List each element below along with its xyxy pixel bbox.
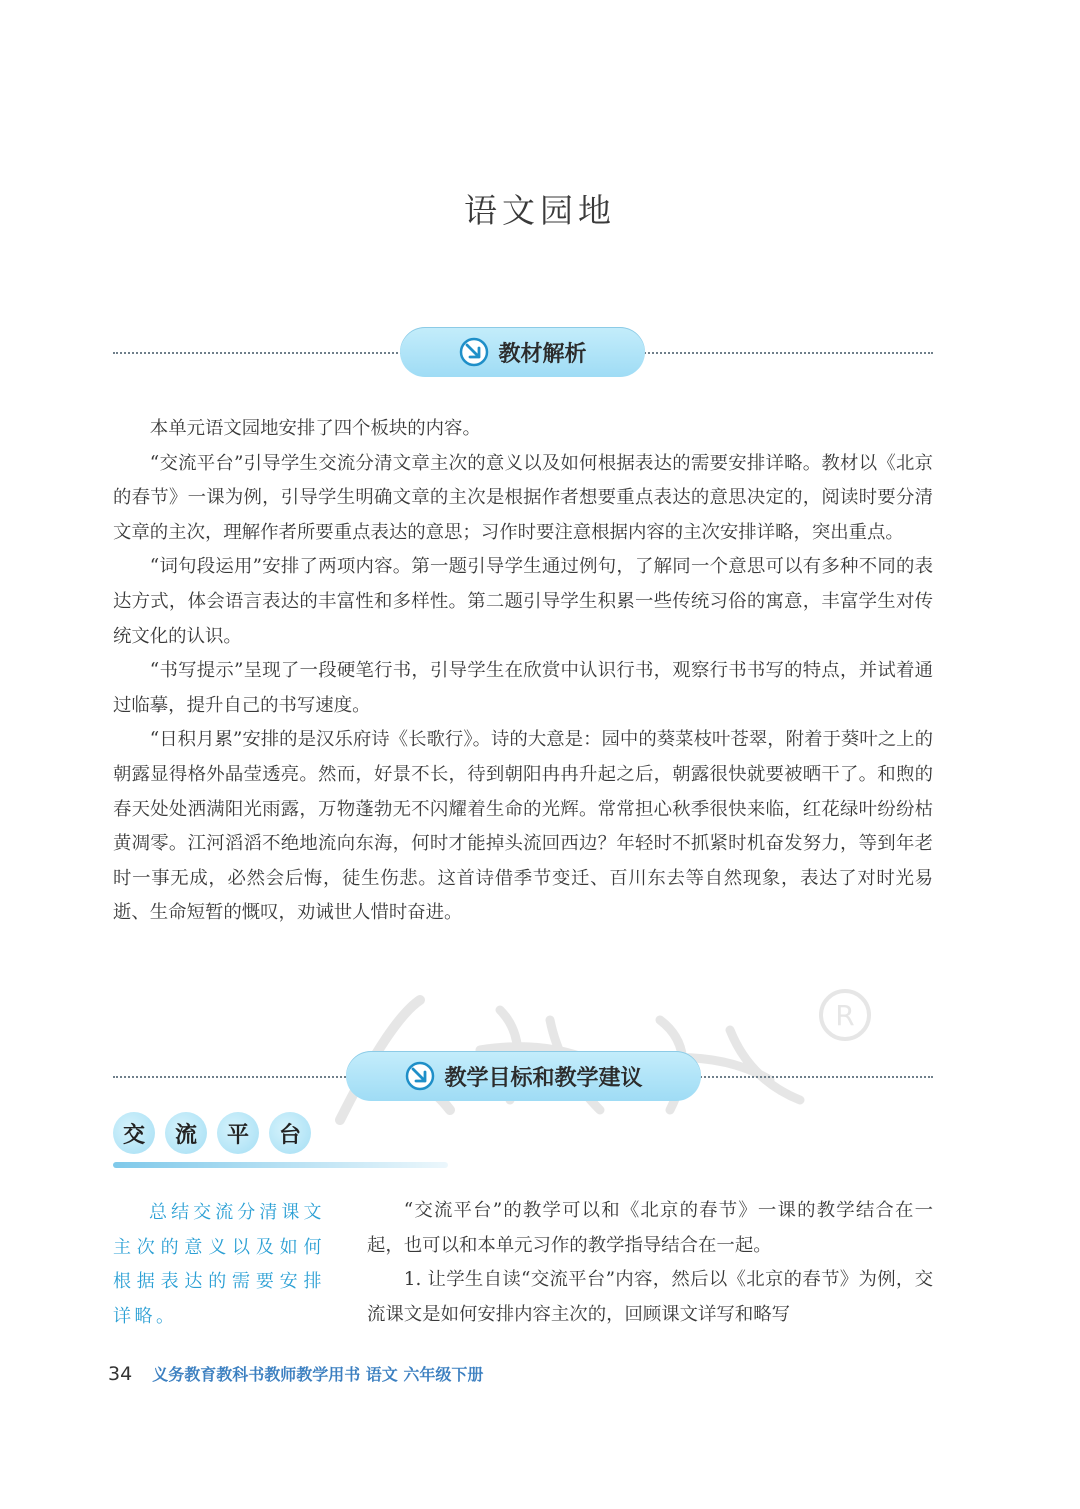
paragraph: 本单元语文园地安排了四个板块的内容。 bbox=[149, 418, 481, 439]
arrow-circle-icon bbox=[458, 336, 490, 368]
sidenote-text: 总结交流分清课文主次的意义以及如何根据表达的需要安排详略。 bbox=[113, 1202, 325, 1327]
paragraph: “词句段运用”安排了两项内容。第一题引导学生通过例句，了解同一个意思可以有多种不同的表达方式，体会语言表达的丰富性和多样性。第二题引导学生积累一些传统习俗的寓意，丰富学生对传统文化的认识。 bbox=[113, 556, 933, 647]
paragraph: “日积月累”安排的是汉乐府诗《长歌行》。诗的大意是：园中的葵菜枝叶苍翠，附着于葵叶之上的朝露显得格外晶莹透亮。然而，好景不长，待到朝阳冉冉升起之后，朝露很快就要被晒干了。和煦的春天处处洒满阳光雨露，万物蓬勃无不闪耀着生命的光辉。常常担心秋季很快来临，红花绿叶纷纷枯黄凋零。江河滔滔不绝地流向东海，何时才能掉头流回西边？年轻时不抓紧时机奋发努力，等到年老时一事无成，必然会后悔，徒生伤悲。这首诗借季节变迁、百川东去等自然现象，表达了对时光易逝、生命短暂的慨叹，劝诫世人惜时奋进。 bbox=[113, 729, 933, 924]
subheading-char: 台 bbox=[269, 1112, 311, 1154]
page-number: 34 bbox=[108, 1363, 133, 1385]
sidenote bbox=[113, 1196, 325, 1334]
section-bar-analysis bbox=[113, 327, 933, 381]
arrow-circle-icon bbox=[404, 1060, 436, 1092]
subheading-exchange-platform bbox=[113, 1112, 453, 1172]
book-title: 义务教育教科书教师教学用书 语文 六年级下册 bbox=[152, 1365, 484, 1384]
page-title: 语文园地 bbox=[464, 191, 616, 230]
registered-mark-icon bbox=[821, 991, 869, 1039]
subheading-char: 交 bbox=[113, 1112, 155, 1154]
subheading-char: 流 bbox=[165, 1112, 207, 1154]
analysis-text bbox=[113, 412, 933, 931]
main-column bbox=[367, 1194, 933, 1332]
section-bar-teaching bbox=[113, 1051, 933, 1105]
subheading-char: 平 bbox=[217, 1112, 259, 1154]
paragraph: “交流平台”引导学生交流分清文章主次的意义以及如何根据表达的需要安排详略。教材以《北京的春节》一课为例，引导学生明确文章的主次是根据作者想要重点表达的意思决定的，阅读时要分清文章的主次，理解作者所要重点表达的意思；习作时要注意根据内容的主次安排详略，突出重点。 bbox=[113, 452, 933, 543]
svg-text:R: R bbox=[835, 999, 855, 1032]
section-label: 教材解析 bbox=[498, 341, 587, 367]
paragraph: “书写提示”呈现了一段硬笔行书，引导学生在欣赏中认识行书，观察行书书写的特点，并试着通过临摹，提升自己的书写速度。 bbox=[113, 660, 933, 716]
section-pill bbox=[400, 327, 645, 377]
section-pill bbox=[346, 1051, 701, 1101]
paragraph: “交流平台”的教学可以和《北京的春节》一课的教学结合在一起，也可以和本单元习作的教学指导结合在一起。 bbox=[367, 1200, 933, 1256]
section-label: 教学目标和教学建议 bbox=[444, 1065, 643, 1091]
paragraph: 1. 让学生自读“交流平台”内容，然后以《北京的春节》为例，交流课文是如何安排内容主次的，回顾课文详写和略写 bbox=[367, 1269, 933, 1325]
page-footer bbox=[108, 1362, 483, 1385]
subheading-underline bbox=[113, 1162, 448, 1168]
